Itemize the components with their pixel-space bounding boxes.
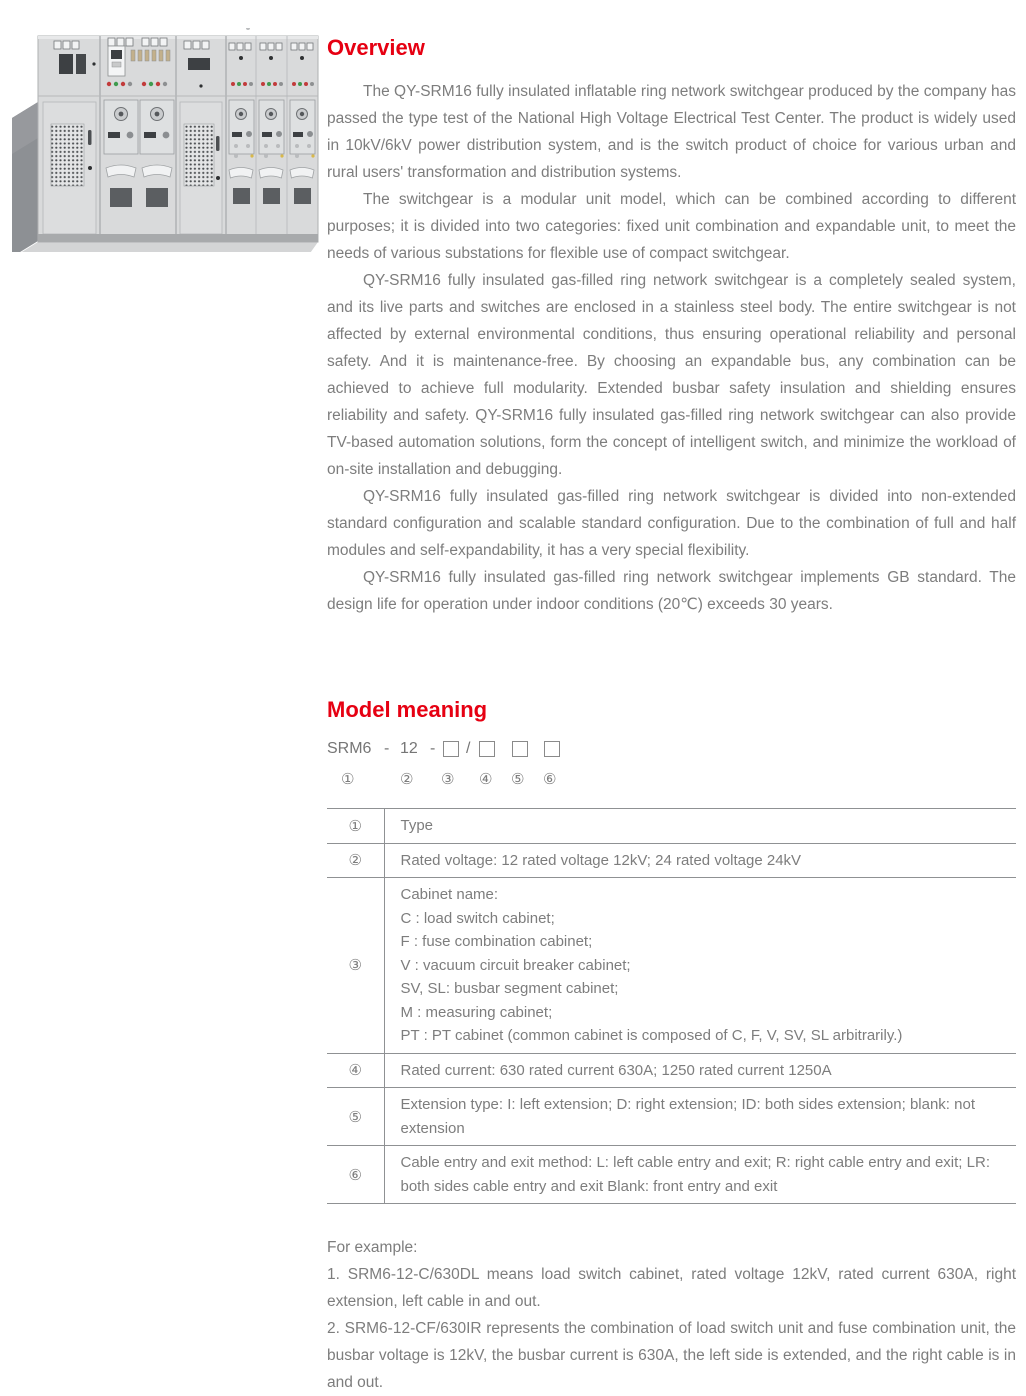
example-item: 1. SRM6-12-C/630DL means load switch cabinet, rated voltage 12kV, rated current 630A, right extension, left cable in and out.: [327, 1266, 1016, 1310]
circle-number-2: ②: [400, 771, 414, 788]
examples-section: [327, 1234, 1016, 1396]
row-text: V : vacuum circuit breaker cabinet;: [400, 956, 631, 974]
row-text: Extension type: I: left extension; D: right extension; ID: both sides extension; blank: not extension: [400, 1096, 975, 1137]
switchgear-product-photo: [8, 28, 322, 252]
overview-paragraph: The switchgear is a modular unit model, which can be combined according to different purposes; it is divided into two categories: fixed unit combination and expandable unit, to meet the needs of various substations for flexible use of compact switchgear.: [327, 191, 1016, 262]
row-text: Type: [400, 817, 434, 834]
row-text: PT : PT cabinet (common cabinet is composed of C, F, V, SV, SL arbitrarily.): [400, 1027, 903, 1044]
model-slash: /: [466, 740, 471, 757]
model-dash: -: [384, 740, 390, 757]
circle-number-1: ①: [341, 771, 355, 788]
row-number: ⑥: [327, 1146, 384, 1204]
model-placeholder-box: [443, 741, 459, 757]
model-series: SRM6: [327, 740, 372, 757]
model-placeholder-box: [544, 741, 560, 757]
overview-title: Overview: [327, 35, 425, 60]
row-text: C : load switch cabinet;: [400, 909, 555, 927]
row-text: Rated voltage: 12 rated voltage 12kV; 24 rated voltage 24kV: [400, 851, 802, 869]
row-number: ③: [327, 878, 384, 1054]
overview-paragraphs: [327, 78, 1016, 618]
row-number: ②: [327, 843, 384, 878]
row-text: F : fuse combination cabinet;: [400, 933, 593, 950]
model-dash: -: [430, 740, 436, 757]
overview-paragraph: QY-SRM16 fully insulated gas-filled ring network switchgear implements GB standard. The design life for operation under indoor conditions (20℃) exceeds 30 years.: [327, 569, 1016, 613]
model-formula: [327, 740, 1016, 798]
model-voltage: 12: [400, 740, 418, 757]
row-text: Cable entry and exit method: L: left cable entry and exit; R: right cable entry and exit; LR: both sides cable entry and exit Blank: front entry and exit: [400, 1154, 990, 1195]
switchgear-illustration: [8, 28, 322, 252]
row-text: SV, SL: busbar segment cabinet;: [400, 980, 619, 997]
row-number: ④: [327, 1053, 384, 1088]
circle-number-4: ④: [479, 771, 493, 788]
example-item: 2. SRM6-12-CF/630IR represents the combination of load switch unit and fuse combination unit, the busbar voltage is 12kV, the busbar current is 630A, the left side is extended, and the right cable is in and out.: [327, 1320, 1016, 1391]
table-row: [327, 878, 1016, 1054]
overview-paragraph: The QY-SRM16 fully insulated inflatable ring network switchgear produced by the company has passed the type test of the National High Voltage Electrical Test Center. The product is widely used in 10kV/6kV power distribution system, and is the switch product of choice for various urban and rural users' transformation and distribution systems.: [327, 83, 1016, 181]
row-number: ⑤: [327, 1088, 384, 1146]
table-row: [327, 1146, 1016, 1204]
overview-paragraph: QY-SRM16 fully insulated gas-filled ring network switchgear is a completely sealed system, and its live parts and switches are enclosed in a stainless steel body. The entire switchgear is not affected by external environmental conditions, thus ensuring operational reliability and personal safety. And it is maintenance-free. By choosing an expandable bus, any combination can be achieved to achieve full modularity. Extended busbar safety insulation and shielding ensures reliability and safety. QY-SRM16 fully insulated gas-filled ring network switchgear can also provide TV-based automation solutions, form the concept of intelligent switch, and minimize the workload of on-site installation and debugging.: [327, 272, 1016, 478]
table-row: [327, 1053, 1016, 1088]
row-text: M : measuring cabinet;: [400, 1003, 553, 1021]
model-meaning-section: [327, 696, 1016, 1396]
row-number: ①: [327, 809, 384, 844]
overview-paragraph: QY-SRM16 fully insulated gas-filled ring network switchgear is divided into non-extended standard configuration and scalable standard configuration. Due to the combination of full and half modules and self-expandability, it has a very special flexibility.: [327, 488, 1016, 559]
table-row: [327, 843, 1016, 878]
content-column: [327, 34, 1016, 1396]
row-text: Cabinet name:: [400, 886, 499, 903]
model-meaning-table: [327, 808, 1016, 1204]
circle-number-5: ⑤: [511, 771, 525, 788]
table-row: [327, 1088, 1016, 1146]
model-meaning-title: Model meaning: [327, 697, 488, 722]
model-placeholder-box: [479, 741, 495, 757]
table-row: [327, 809, 1016, 844]
examples-intro: For example:: [327, 1239, 418, 1256]
circle-number-3: ③: [441, 771, 455, 788]
row-text: Rated current: 630 rated current 630A; 1250 rated current 1250A: [400, 1061, 832, 1079]
model-placeholder-box: [512, 741, 528, 757]
circle-number-6: ⑥: [543, 771, 557, 788]
